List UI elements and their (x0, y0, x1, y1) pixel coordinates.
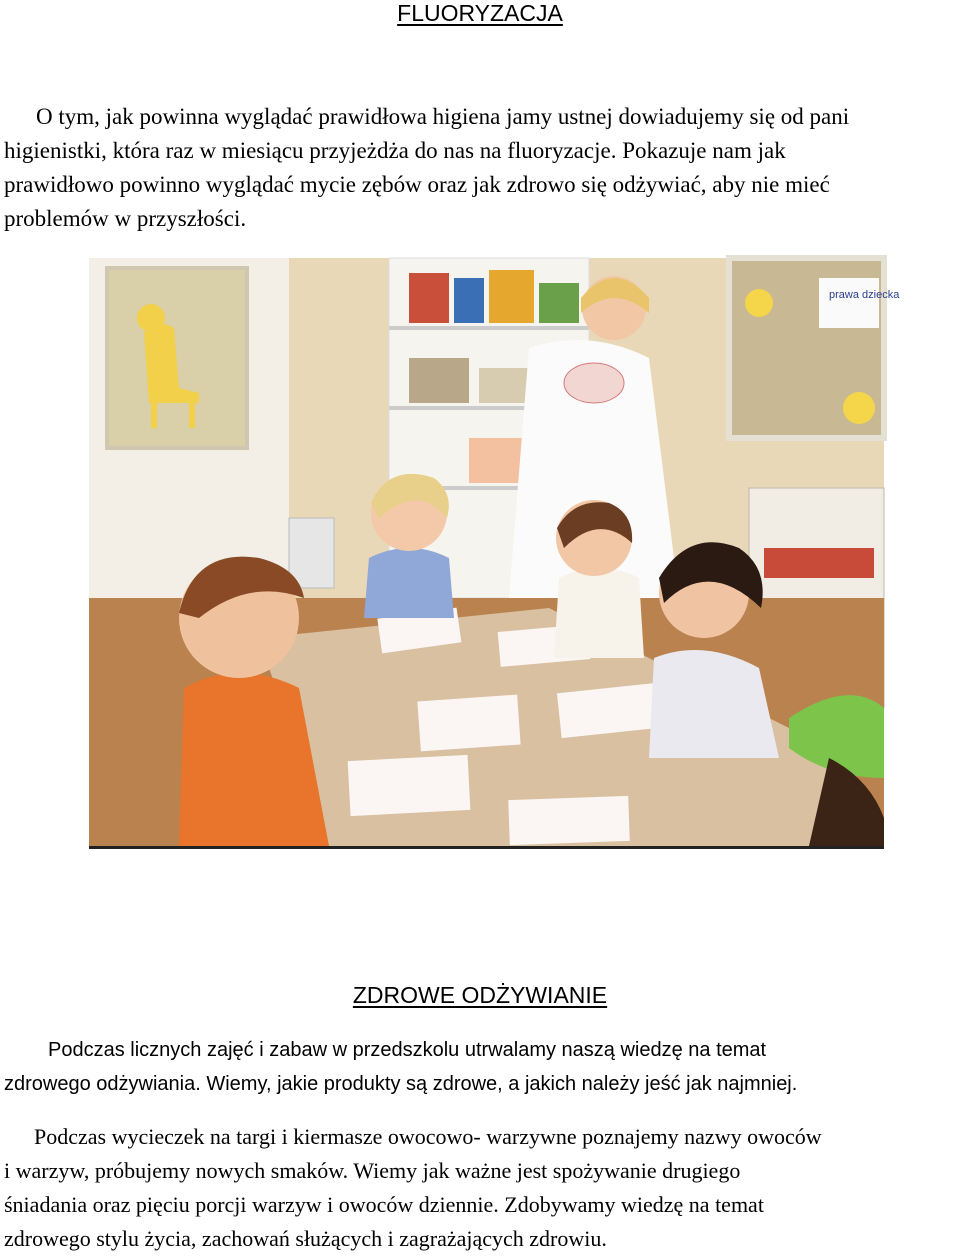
section-title-fluoryzacja: FLUORYZACJA (397, 0, 563, 26)
paragraph-line: higienistki, która raz w miesiącu przyjeżdża do nas na fluoryzacje. Pokazuje nam jak (4, 138, 786, 163)
paragraph-line: zdrowego stylu życia, zachowań służących i zagrażających zdrowiu. (4, 1226, 607, 1251)
section-title-zdrowe-odzywianie: ZDROWE ODŻYWIANIE (352, 982, 608, 1008)
paragraph-line: i warzyw, próbujemy nowych smaków. Wiemy jak ważne jest spożywanie drugiego (4, 1158, 741, 1183)
paragraph-line: problemów w przyszłości. (4, 206, 247, 231)
bulletin-sign: prawa dziecka (829, 289, 900, 301)
classroom-photo (89, 258, 900, 849)
paragraph-zdrowe-odzywianie-1 (4, 1033, 962, 1101)
paragraph-fluoryzacja (4, 100, 962, 236)
paragraph-zdrowe-odzywianie-2 (4, 1120, 962, 1256)
paragraph-line: prawidłowo powinno wyglądać mycie zębów oraz jak zdrowo się odżywiać, aby nie mieć (4, 172, 830, 197)
photo-illustration (89, 258, 900, 846)
paragraph-line: Podczas wycieczek na targi i kiermasze owocowo- warzywne poznajemy nazwy owoców (34, 1124, 822, 1149)
paragraph-line: O tym, jak powinna wyglądać prawidłowa higiena jamy ustnej dowiadujemy się od pani (36, 104, 850, 129)
paragraph-line: śniadania oraz pięciu porcji warzyw i owoców dziennie. Zdobywamy wiedzę na temat (4, 1192, 764, 1217)
paragraph-line: Podczas licznych zajęć i zabaw w przedszkolu utrwalamy naszą wiedzę na temat (48, 1039, 767, 1061)
paragraph-line: zdrowego odżywiania. Wiemy, jakie produkty są zdrowe, a jakich należy jeść jak najmniej. (4, 1073, 798, 1095)
